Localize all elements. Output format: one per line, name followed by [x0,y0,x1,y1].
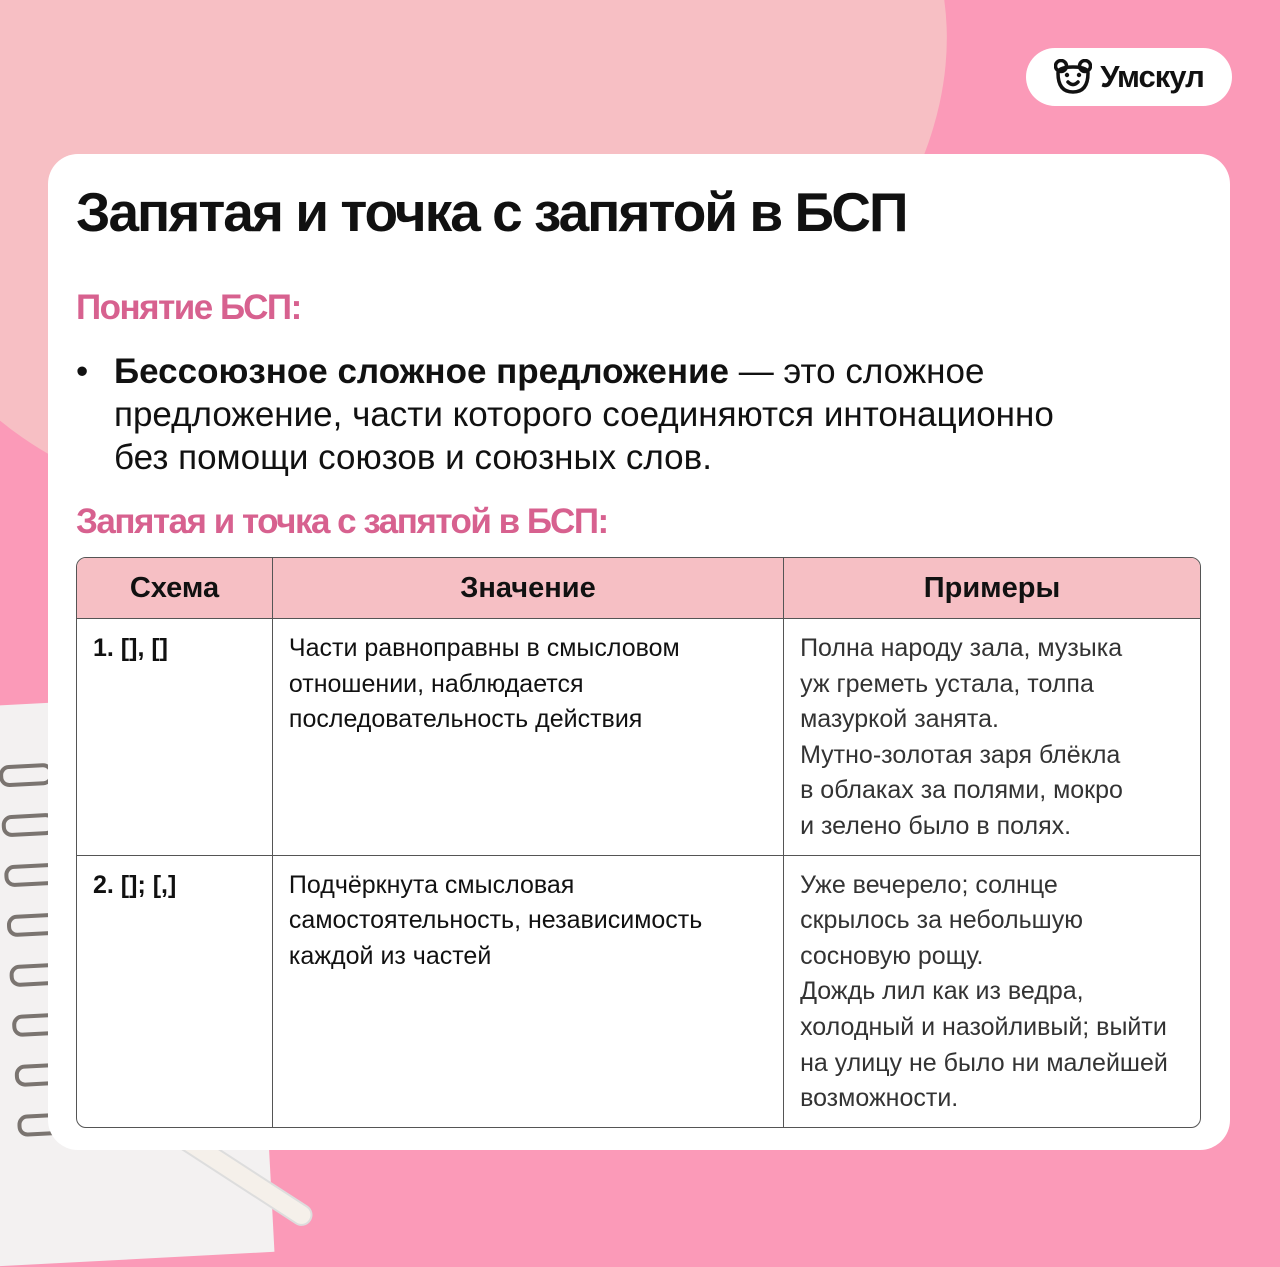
examples-cell [784,619,1200,856]
example-line: сосновую рощу. [800,941,984,970]
table-header-row [77,558,1200,619]
section-heading: Запятая и точка с запятой в БСП: [76,502,608,541]
example-line: скрылось за небольшую [800,906,1083,935]
example-line: холодный и назойливый; выйти [800,1012,1167,1041]
meaning-line: Части равноправны в смысловом [288,634,680,662]
example-line: возможности. [800,1084,959,1113]
content-card [48,154,1230,1150]
column-header-examples: Примеры [784,558,1200,619]
meaning-cell [273,619,784,856]
meaning-line: каждой из частей [288,941,492,970]
example-line: мазуркой занята. [800,705,999,734]
column-header-meaning: Значение [273,558,784,619]
meaning-line: отношении, наблюдается [288,669,584,698]
example-line: Дождь лил как из ведра, [800,977,1084,1006]
definition-text: — это сложное [728,352,985,391]
bear-face-icon [1054,59,1092,95]
brand-name: Умскул [1100,59,1204,94]
meaning-cell [273,856,784,1127]
definition-term: Бессоюзное сложное предложение [114,352,729,391]
concept-heading: Понятие БСП: [76,288,301,327]
definition-text: предложение, части которого соединяются интонационно [114,395,1054,434]
scheme-cell: 2. []; [,] [77,856,273,1127]
table-row [77,619,1200,856]
notebook-ring [0,763,54,788]
page-title: Запятая и точка с запятой в БСП [76,181,907,243]
example-line: уж греметь устала, толпа [800,669,1094,698]
meaning-line: Подчёркнута смысловая [288,870,575,899]
punctuation-table [76,557,1201,1128]
example-line: Полна народу зала, музыка [800,634,1123,662]
meaning-line: последовательность действия [288,705,643,734]
definition-item [76,350,1186,479]
example-line: в облаках за полями, мокро [800,776,1123,805]
scheme-cell: 1. [], [] [77,619,273,856]
examples-cell [784,856,1200,1127]
meaning-line: самостоятельность, независимость [288,906,703,935]
brand-logo [1026,48,1232,106]
column-header-scheme: Схема [77,558,273,619]
table-row [77,856,1200,1127]
definition-text: без помощи союзов и союзных слов. [114,438,712,477]
example-line: Уже вечерело; солнце [800,870,1058,899]
definition-list [76,350,1186,479]
example-line: и зелено было в полях. [800,811,1072,840]
example-line: на улицу не было ни малейшей [800,1048,1168,1077]
example-line: Мутно-золотая заря блёкла [800,740,1121,769]
bullet: • [76,352,89,391]
